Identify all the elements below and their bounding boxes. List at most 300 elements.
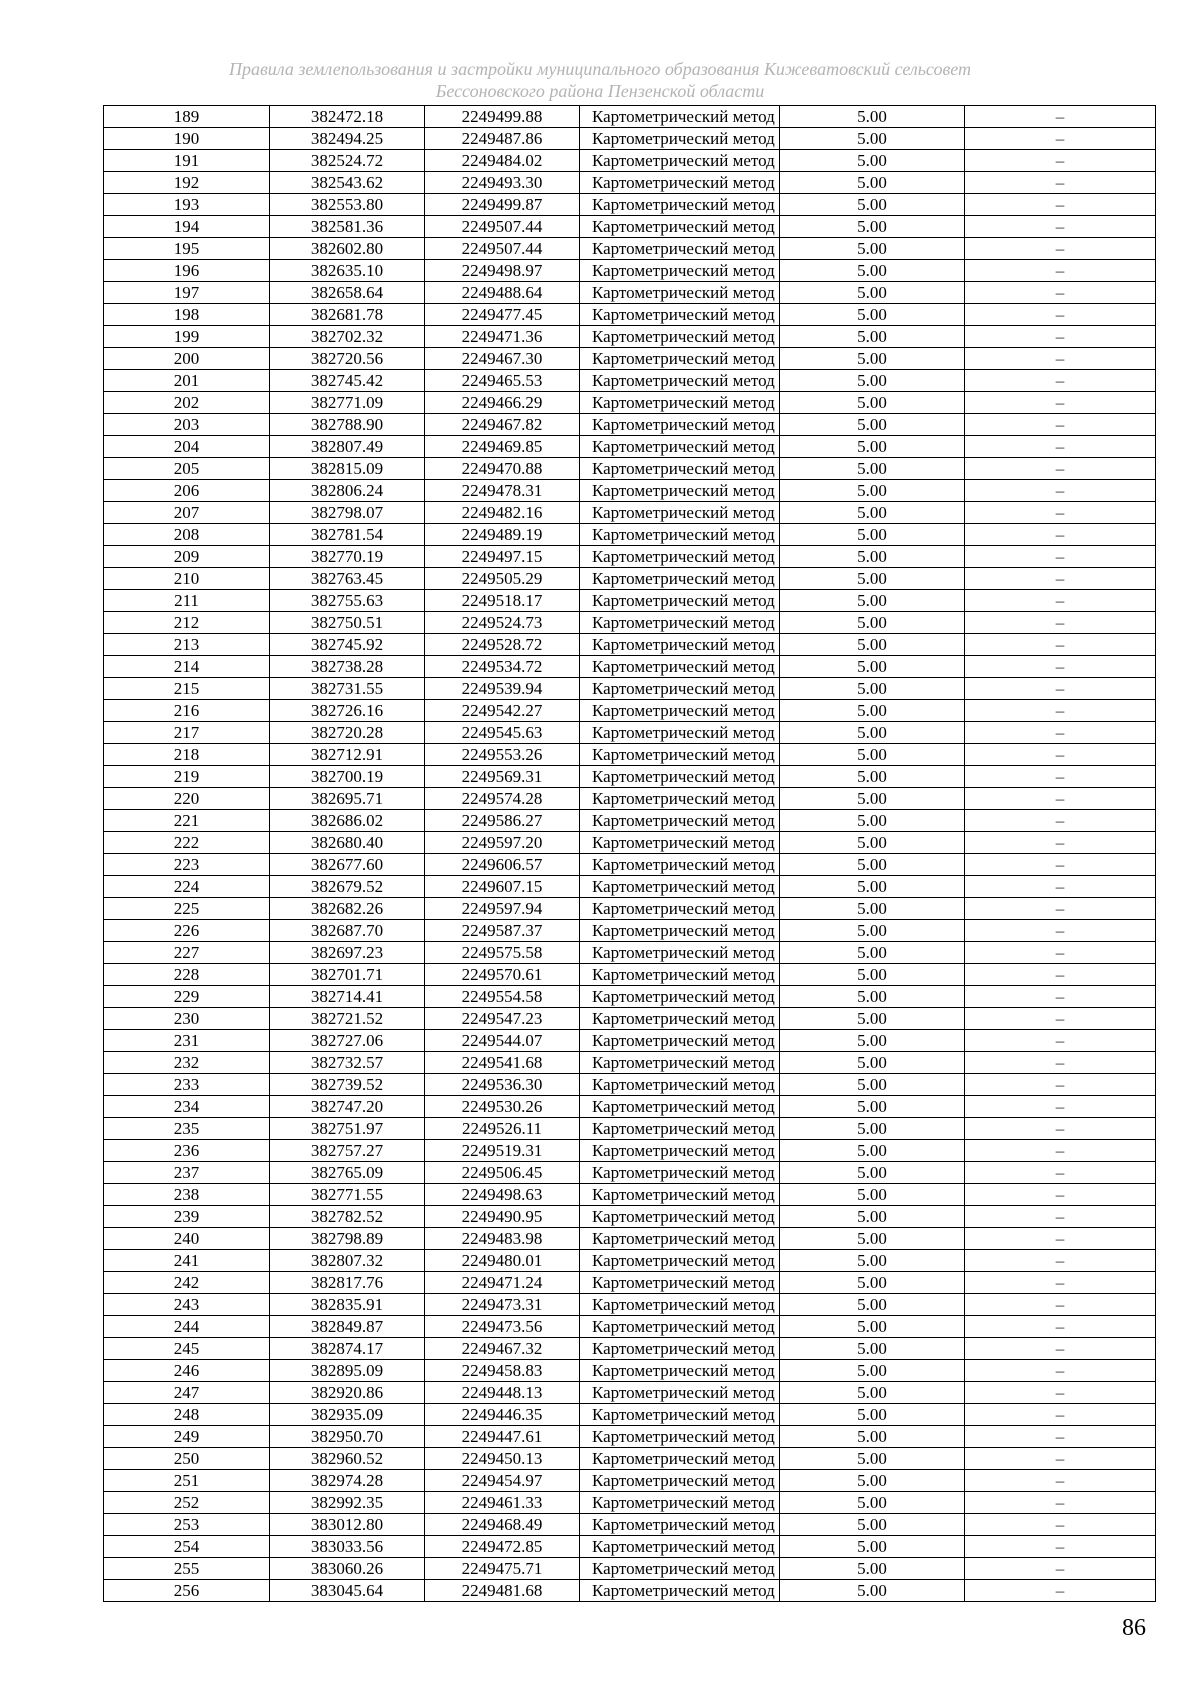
accuracy-cell: 5.00 [780,1514,965,1536]
point-number-cell: 253 [104,1514,270,1536]
accuracy-cell: 5.00 [780,832,965,854]
y-coordinate-cell: 2249467.30 [425,348,580,370]
point-number-cell: 205 [104,458,270,480]
point-number-cell: 200 [104,348,270,370]
accuracy-cell: 5.00 [780,216,965,238]
y-coordinate-cell: 2249586.27 [425,810,580,832]
method-cell: Картометрический метод [580,678,780,700]
method-cell: Картометрический метод [580,634,780,656]
y-coordinate-cell: 2249482.16 [425,502,580,524]
y-coordinate-cell: 2249446.35 [425,1404,580,1426]
accuracy-cell: 5.00 [780,1162,965,1184]
x-coordinate-cell: 382771.09 [270,392,425,414]
header-line-1: Правила землепользования и застройки муниципального образования Кижеватовский сельсовет [228,59,972,79]
x-coordinate-cell: 383045.64 [270,1580,425,1602]
note-cell: – [965,1382,1156,1404]
point-number-cell: 192 [104,172,270,194]
note-cell: – [965,1074,1156,1096]
note-cell: – [965,920,1156,942]
y-coordinate-cell: 2249477.45 [425,304,580,326]
accuracy-cell: 5.00 [780,1492,965,1514]
method-cell: Картометрический метод [580,1008,780,1030]
note-cell: – [965,1052,1156,1074]
table-row [104,260,1156,282]
note-cell: – [965,304,1156,326]
method-cell: Картометрический метод [580,1228,780,1250]
table-row [104,1118,1156,1140]
table-row [104,150,1156,172]
accuracy-cell: 5.00 [780,480,965,502]
note-cell: – [965,1316,1156,1338]
x-coordinate-cell: 382494.25 [270,128,425,150]
table-row [104,1382,1156,1404]
point-number-cell: 204 [104,436,270,458]
note-cell: – [965,986,1156,1008]
table-row [104,1250,1156,1272]
table-row [104,1338,1156,1360]
accuracy-cell: 5.00 [780,612,965,634]
table-row [104,1360,1156,1382]
method-cell: Картометрический метод [580,1052,780,1074]
y-coordinate-cell: 2249473.31 [425,1294,580,1316]
method-cell: Картометрический метод [580,656,780,678]
y-coordinate-cell: 2249489.19 [425,524,580,546]
accuracy-cell: 5.00 [780,1426,965,1448]
table-row [104,1580,1156,1602]
y-coordinate-cell: 2249518.17 [425,590,580,612]
y-coordinate-cell: 2249587.37 [425,920,580,942]
note-cell: – [965,1492,1156,1514]
method-cell: Картометрический метод [580,172,780,194]
note-cell: – [965,524,1156,546]
table-row [104,1316,1156,1338]
x-coordinate-cell: 382757.27 [270,1140,425,1162]
x-coordinate-cell: 382687.70 [270,920,425,942]
point-number-cell: 220 [104,788,270,810]
accuracy-cell: 5.00 [780,1206,965,1228]
note-cell: – [965,1096,1156,1118]
x-coordinate-cell: 382798.07 [270,502,425,524]
method-cell: Картометрический метод [580,1316,780,1338]
point-number-cell: 202 [104,392,270,414]
table-row [104,1448,1156,1470]
method-cell: Картометрический метод [580,1448,780,1470]
point-number-cell: 233 [104,1074,270,1096]
point-number-cell: 226 [104,920,270,942]
y-coordinate-cell: 2249545.63 [425,722,580,744]
note-cell: – [965,458,1156,480]
y-coordinate-cell: 2249497.15 [425,546,580,568]
accuracy-cell: 5.00 [780,1008,965,1030]
accuracy-cell: 5.00 [780,634,965,656]
point-number-cell: 231 [104,1030,270,1052]
table-row [104,1470,1156,1492]
method-cell: Картометрический метод [580,392,780,414]
table-row [104,1228,1156,1250]
header-line-2: Бессоновского района Пензенской области [435,81,765,101]
method-cell: Картометрический метод [580,1206,780,1228]
coordinates-table-body [104,106,1156,1602]
x-coordinate-cell: 382695.71 [270,788,425,810]
y-coordinate-cell: 2249484.02 [425,150,580,172]
method-cell: Картометрический метод [580,1030,780,1052]
accuracy-cell: 5.00 [780,1118,965,1140]
accuracy-cell: 5.00 [780,876,965,898]
method-cell: Картометрический метод [580,1118,780,1140]
y-coordinate-cell: 2249483.98 [425,1228,580,1250]
point-number-cell: 197 [104,282,270,304]
note-cell: – [965,1580,1156,1602]
note-cell: – [965,370,1156,392]
y-coordinate-cell: 2249470.88 [425,458,580,480]
point-number-cell: 252 [104,1492,270,1514]
method-cell: Картометрический метод [580,194,780,216]
y-coordinate-cell: 2249505.29 [425,568,580,590]
method-cell: Картометрический метод [580,370,780,392]
note-cell: – [965,436,1156,458]
table-row [104,1272,1156,1294]
point-number-cell: 237 [104,1162,270,1184]
accuracy-cell: 5.00 [780,766,965,788]
y-coordinate-cell: 2249471.36 [425,326,580,348]
method-cell: Картометрический метод [580,920,780,942]
y-coordinate-cell: 2249448.13 [425,1382,580,1404]
point-number-cell: 251 [104,1470,270,1492]
point-number-cell: 243 [104,1294,270,1316]
table-row [104,656,1156,678]
x-coordinate-cell: 382763.45 [270,568,425,590]
accuracy-cell: 5.00 [780,1448,965,1470]
y-coordinate-cell: 2249478.31 [425,480,580,502]
table-row [104,1206,1156,1228]
note-cell: – [965,722,1156,744]
x-coordinate-cell: 382755.63 [270,590,425,612]
table-row [104,744,1156,766]
method-cell: Картометрический метод [580,414,780,436]
method-cell: Картометрический метод [580,326,780,348]
y-coordinate-cell: 2249539.94 [425,678,580,700]
note-cell: – [965,1294,1156,1316]
point-number-cell: 222 [104,832,270,854]
note-cell: – [965,1118,1156,1140]
note-cell: – [965,1162,1156,1184]
x-coordinate-cell: 382960.52 [270,1448,425,1470]
point-number-cell: 249 [104,1426,270,1448]
accuracy-cell: 5.00 [780,502,965,524]
x-coordinate-cell: 383033.56 [270,1536,425,1558]
table-row [104,1030,1156,1052]
point-number-cell: 207 [104,502,270,524]
y-coordinate-cell: 2249481.68 [425,1580,580,1602]
table-row [104,832,1156,854]
method-cell: Картометрический метод [580,348,780,370]
accuracy-cell: 5.00 [780,568,965,590]
x-coordinate-cell: 382727.06 [270,1030,425,1052]
y-coordinate-cell: 2249534.72 [425,656,580,678]
method-cell: Картометрический метод [580,1404,780,1426]
table-row [104,810,1156,832]
table-row [104,1514,1156,1536]
y-coordinate-cell: 2249471.24 [425,1272,580,1294]
point-number-cell: 209 [104,546,270,568]
x-coordinate-cell: 382745.42 [270,370,425,392]
point-number-cell: 255 [104,1558,270,1580]
table-row [104,1536,1156,1558]
point-number-cell: 216 [104,700,270,722]
x-coordinate-cell: 382849.87 [270,1316,425,1338]
note-cell: – [965,1448,1156,1470]
x-coordinate-cell: 382782.52 [270,1206,425,1228]
method-cell: Картометрический метод [580,898,780,920]
table-row [104,1052,1156,1074]
y-coordinate-cell: 2249530.26 [425,1096,580,1118]
table-row [104,436,1156,458]
x-coordinate-cell: 382731.55 [270,678,425,700]
accuracy-cell: 5.00 [780,1052,965,1074]
method-cell: Картометрический метод [580,458,780,480]
method-cell: Картометрический метод [580,238,780,260]
method-cell: Картометрический метод [580,832,780,854]
note-cell: – [965,1558,1156,1580]
y-coordinate-cell: 2249607.15 [425,876,580,898]
note-cell: – [965,1470,1156,1492]
x-coordinate-cell: 382765.09 [270,1162,425,1184]
point-number-cell: 217 [104,722,270,744]
note-cell: – [965,964,1156,986]
table-row [104,876,1156,898]
note-cell: – [965,480,1156,502]
table-row [104,854,1156,876]
accuracy-cell: 5.00 [780,326,965,348]
accuracy-cell: 5.00 [780,942,965,964]
note-cell: – [965,392,1156,414]
y-coordinate-cell: 2249467.82 [425,414,580,436]
point-number-cell: 230 [104,1008,270,1030]
x-coordinate-cell: 382788.90 [270,414,425,436]
point-number-cell: 228 [104,964,270,986]
table-row [104,898,1156,920]
accuracy-cell: 5.00 [780,1272,965,1294]
note-cell: – [965,172,1156,194]
point-number-cell: 232 [104,1052,270,1074]
table-row [104,634,1156,656]
accuracy-cell: 5.00 [780,1558,965,1580]
note-cell: – [965,1272,1156,1294]
accuracy-cell: 5.00 [780,1030,965,1052]
x-coordinate-cell: 382712.91 [270,744,425,766]
table-row [104,1558,1156,1580]
x-coordinate-cell: 382770.19 [270,546,425,568]
accuracy-cell: 5.00 [780,546,965,568]
x-coordinate-cell: 382935.09 [270,1404,425,1426]
note-cell: – [965,656,1156,678]
point-number-cell: 208 [104,524,270,546]
point-number-cell: 239 [104,1206,270,1228]
y-coordinate-cell: 2249606.57 [425,854,580,876]
x-coordinate-cell: 382714.41 [270,986,425,1008]
y-coordinate-cell: 2249473.56 [425,1316,580,1338]
x-coordinate-cell: 382543.62 [270,172,425,194]
accuracy-cell: 5.00 [780,106,965,128]
y-coordinate-cell: 2249475.71 [425,1558,580,1580]
y-coordinate-cell: 2249528.72 [425,634,580,656]
table-row [104,348,1156,370]
method-cell: Картометрический метод [580,1470,780,1492]
table-row [104,414,1156,436]
y-coordinate-cell: 2249467.32 [425,1338,580,1360]
method-cell: Картометрический метод [580,1536,780,1558]
y-coordinate-cell: 2249461.33 [425,1492,580,1514]
accuracy-cell: 5.00 [780,854,965,876]
x-coordinate-cell: 382702.32 [270,326,425,348]
note-cell: – [965,898,1156,920]
method-cell: Картометрический метод [580,1514,780,1536]
accuracy-cell: 5.00 [780,920,965,942]
x-coordinate-cell: 382581.36 [270,216,425,238]
x-coordinate-cell: 382992.35 [270,1492,425,1514]
accuracy-cell: 5.00 [780,1294,965,1316]
note-cell: – [965,1360,1156,1382]
x-coordinate-cell: 382720.28 [270,722,425,744]
accuracy-cell: 5.00 [780,238,965,260]
accuracy-cell: 5.00 [780,788,965,810]
y-coordinate-cell: 2249480.01 [425,1250,580,1272]
method-cell: Картометрический метод [580,1074,780,1096]
table-row [104,1294,1156,1316]
x-coordinate-cell: 382745.92 [270,634,425,656]
table-row [104,766,1156,788]
y-coordinate-cell: 2249544.07 [425,1030,580,1052]
note-cell: – [965,1426,1156,1448]
x-coordinate-cell: 382677.60 [270,854,425,876]
y-coordinate-cell: 2249597.94 [425,898,580,920]
point-number-cell: 246 [104,1360,270,1382]
y-coordinate-cell: 2249575.58 [425,942,580,964]
method-cell: Картометрический метод [580,1492,780,1514]
table-row [104,502,1156,524]
point-number-cell: 215 [104,678,270,700]
table-row [104,458,1156,480]
note-cell: – [965,106,1156,128]
x-coordinate-cell: 382681.78 [270,304,425,326]
y-coordinate-cell: 2249466.29 [425,392,580,414]
point-number-cell: 190 [104,128,270,150]
point-number-cell: 245 [104,1338,270,1360]
y-coordinate-cell: 2249465.53 [425,370,580,392]
method-cell: Картометрический метод [580,436,780,458]
accuracy-cell: 5.00 [780,744,965,766]
method-cell: Картометрический метод [580,744,780,766]
accuracy-cell: 5.00 [780,700,965,722]
method-cell: Картометрический метод [580,986,780,1008]
accuracy-cell: 5.00 [780,964,965,986]
table-row [104,1492,1156,1514]
y-coordinate-cell: 2249506.45 [425,1162,580,1184]
x-coordinate-cell: 382602.80 [270,238,425,260]
method-cell: Картометрический метод [580,612,780,634]
method-cell: Картометрический метод [580,546,780,568]
accuracy-cell: 5.00 [780,1228,965,1250]
point-number-cell: 191 [104,150,270,172]
x-coordinate-cell: 382807.32 [270,1250,425,1272]
accuracy-cell: 5.00 [780,414,965,436]
method-cell: Картометрический метод [580,766,780,788]
point-number-cell: 247 [104,1382,270,1404]
y-coordinate-cell: 2249542.27 [425,700,580,722]
table-row [104,106,1156,128]
accuracy-cell: 5.00 [780,722,965,744]
method-cell: Картометрический метод [580,1162,780,1184]
note-cell: – [965,1404,1156,1426]
y-coordinate-cell: 2249536.30 [425,1074,580,1096]
method-cell: Картометрический метод [580,1140,780,1162]
point-number-cell: 227 [104,942,270,964]
point-number-cell: 240 [104,1228,270,1250]
table-row [104,1184,1156,1206]
accuracy-cell: 5.00 [780,458,965,480]
table-row [104,568,1156,590]
accuracy-cell: 5.00 [780,1096,965,1118]
note-cell: – [965,1206,1156,1228]
x-coordinate-cell: 382739.52 [270,1074,425,1096]
note-cell: – [965,590,1156,612]
y-coordinate-cell: 2249499.87 [425,194,580,216]
y-coordinate-cell: 2249498.97 [425,260,580,282]
note-cell: – [965,1338,1156,1360]
point-number-cell: 244 [104,1316,270,1338]
x-coordinate-cell: 382701.71 [270,964,425,986]
table-row [104,1008,1156,1030]
note-cell: – [965,1140,1156,1162]
method-cell: Картометрический метод [580,1184,780,1206]
table-row [104,1426,1156,1448]
note-cell: – [965,766,1156,788]
method-cell: Картометрический метод [580,524,780,546]
point-number-cell: 195 [104,238,270,260]
table-row [104,216,1156,238]
method-cell: Картометрический метод [580,1338,780,1360]
method-cell: Картометрический метод [580,1558,780,1580]
method-cell: Картометрический метод [580,1580,780,1602]
accuracy-cell: 5.00 [780,436,965,458]
x-coordinate-cell: 382686.02 [270,810,425,832]
x-coordinate-cell: 382771.55 [270,1184,425,1206]
point-number-cell: 236 [104,1140,270,1162]
note-cell: – [965,260,1156,282]
method-cell: Картометрический метод [580,106,780,128]
table-row [104,678,1156,700]
point-number-cell: 250 [104,1448,270,1470]
y-coordinate-cell: 2249547.23 [425,1008,580,1030]
note-cell: – [965,150,1156,172]
table-row [104,700,1156,722]
x-coordinate-cell: 382895.09 [270,1360,425,1382]
accuracy-cell: 5.00 [780,304,965,326]
note-cell: – [965,1514,1156,1536]
table-row [104,128,1156,150]
point-number-cell: 224 [104,876,270,898]
x-coordinate-cell: 382658.64 [270,282,425,304]
note-cell: – [965,810,1156,832]
x-coordinate-cell: 382726.16 [270,700,425,722]
x-coordinate-cell: 382806.24 [270,480,425,502]
method-cell: Картометрический метод [580,788,780,810]
point-number-cell: 203 [104,414,270,436]
point-number-cell: 234 [104,1096,270,1118]
accuracy-cell: 5.00 [780,1360,965,1382]
note-cell: – [965,678,1156,700]
accuracy-cell: 5.00 [780,1140,965,1162]
